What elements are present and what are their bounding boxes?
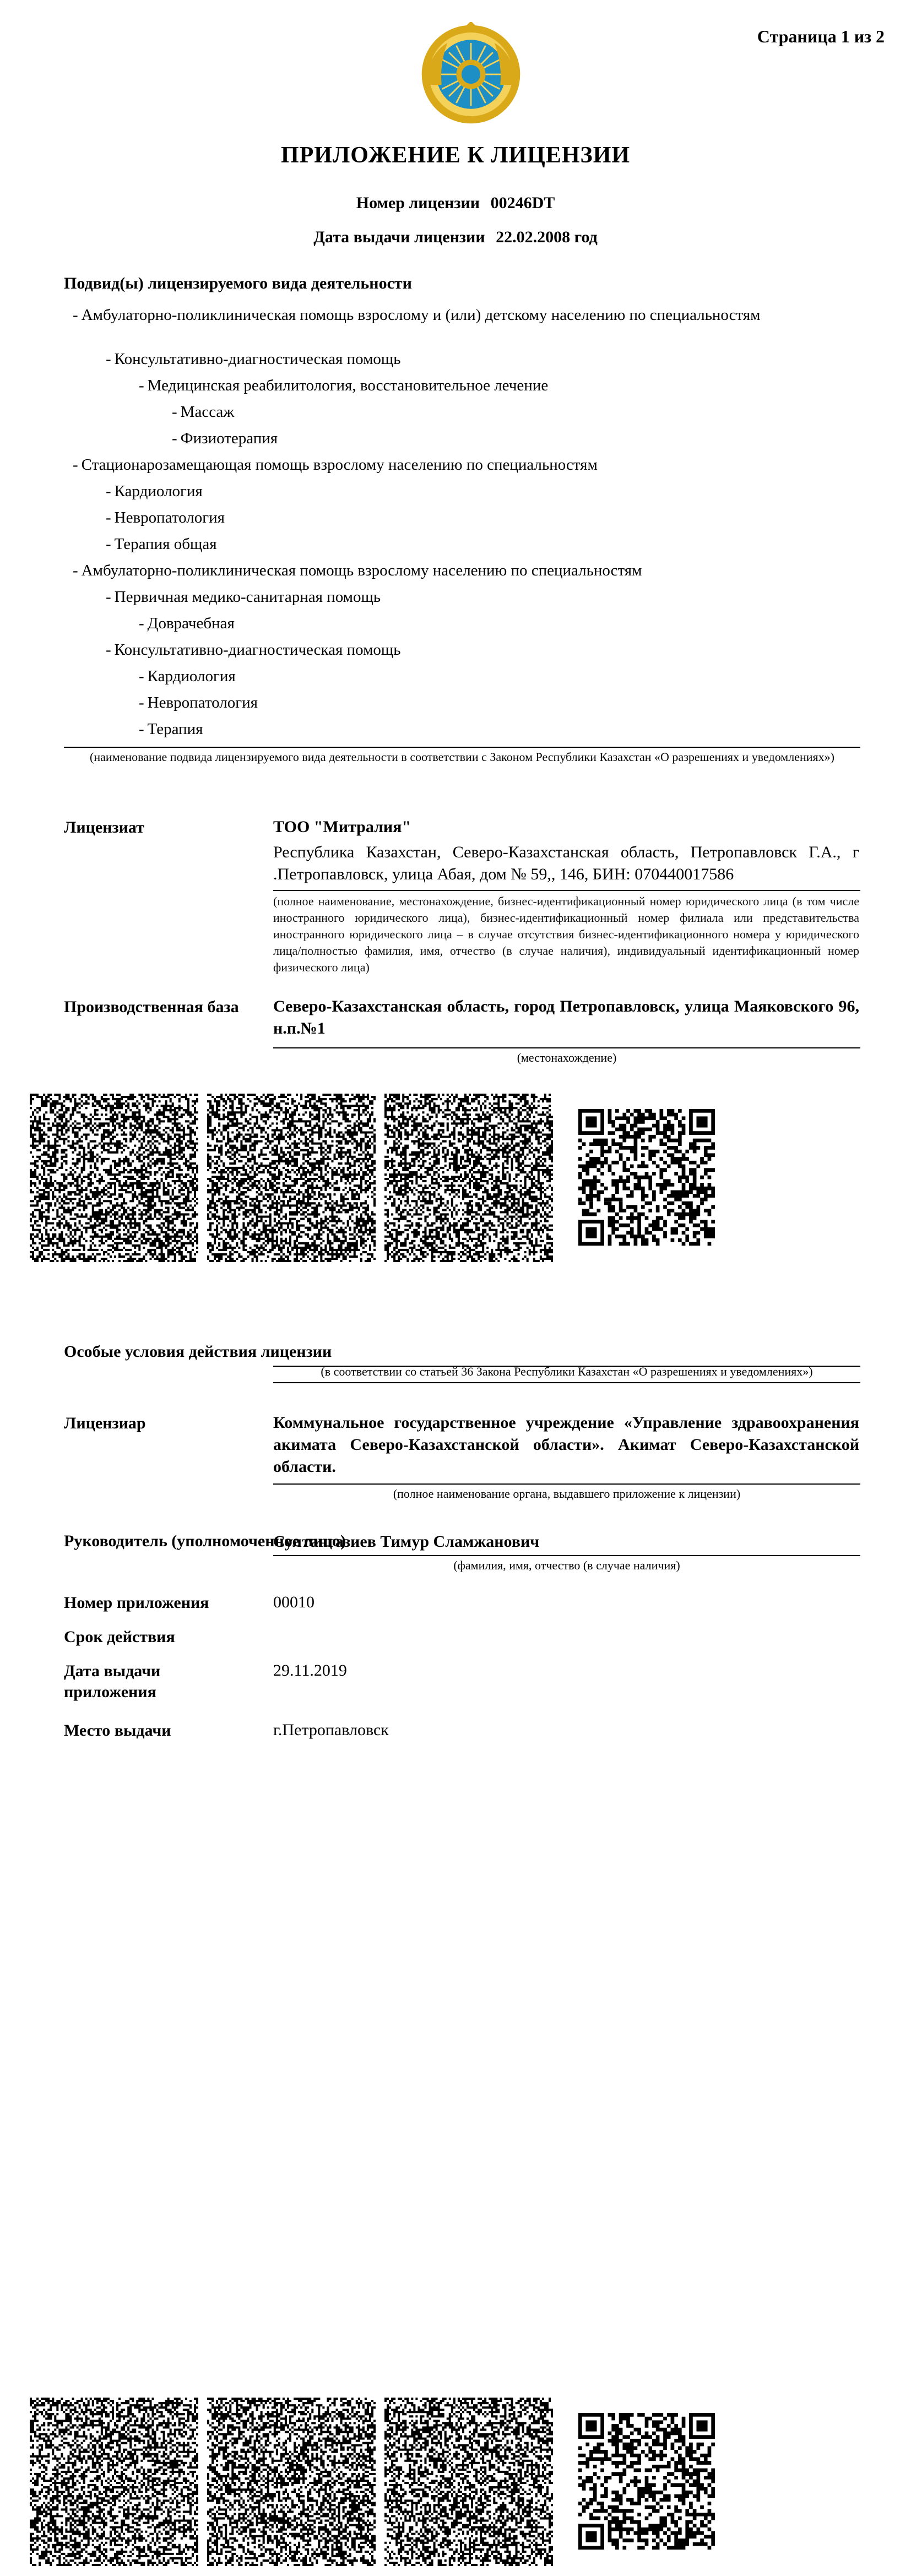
datamatrix-code [207, 2398, 376, 2566]
state-emblem-icon [419, 22, 523, 127]
special-conditions-rule-bottom [273, 1382, 860, 1383]
datamatrix-code [207, 1094, 376, 1262]
activity-item: - Консультативно-диагностическая помощь [106, 350, 401, 368]
qr-code [578, 2413, 715, 2550]
validity-label: Срок действия [64, 1628, 175, 1646]
document-title: ПРИЛОЖЕНИЕ К ЛИЦЕНЗИИ [280, 143, 631, 168]
head-value: Султангазиев Тимур Сламжанович [273, 1532, 540, 1551]
production-base-label: Производственная база [64, 998, 239, 1016]
license-number: 00246DT [490, 194, 555, 212]
activity-item: - Консультативно-диагностическая помощь [106, 641, 401, 659]
production-base-value: Северо-Казахстанская область, город Петропавловск, улица Маяковского 96, н.п.№1 [273, 997, 859, 1037]
activity-item: - Кардиология [106, 482, 203, 500]
license-date: 22.02.2008 год [496, 228, 598, 246]
annex-number-label: Номер приложения [64, 1594, 209, 1612]
activity-item: - Невропатология [139, 694, 258, 711]
issue-place-value: г.Петропавловск [273, 1721, 389, 1739]
activity-item: - Амбулаторно-поликлиническая помощь взрослому и (или) детскому населению по специальностям [73, 306, 761, 324]
issue-date-value: 29.11.2019 [273, 1661, 347, 1680]
licensee-name: ТОО "Митралия" [273, 818, 411, 836]
licensor-note: (полное наименование органа, выдавшего приложение к лицензии) [393, 1487, 741, 1501]
activity-item: - Доврачебная [139, 615, 235, 632]
activity-item: - Медицинская реабилитология, восстановительное лечение [139, 377, 549, 394]
activity-rule [64, 747, 860, 748]
activity-caption: (наименование подвида лицензируемого вида деятельности в соответствии с Законом Республики Казахстан «О разрешениях и уведомлениях») [90, 750, 834, 764]
licensor-rule [273, 1483, 860, 1485]
activity-item: - Терапия общая [106, 535, 217, 553]
page-number: Страница 1 из 2 [757, 26, 885, 46]
licensee-label: Лицензиат [64, 818, 144, 836]
license-date-row [0, 228, 911, 247]
activity-item: - Стационарозамещающая помощь взрослому населению по специальностям [73, 456, 598, 474]
license-number-label: Номер лицензии [356, 194, 480, 212]
issue-date-label: Дата выдачи приложения [64, 1662, 161, 1701]
head-note: (фамилия, имя, отчество (в случае наличия) [453, 1558, 680, 1572]
activity-item: - Физиотерапия [172, 430, 278, 447]
datamatrix-code [384, 2398, 553, 2566]
special-conditions-label: Особые условия действия лицензии [64, 1343, 332, 1361]
activity-item: - Амбулаторно-поликлиническая помощь взрослому населению по специальностям [73, 562, 642, 579]
activity-item: - Терапия [139, 720, 203, 738]
licensee-rule [273, 890, 860, 891]
license-date-label: Дата выдачи лицензии [313, 228, 485, 246]
licensee-address: Республика Казахстан, Северо-Казахстанская область, Петропавловск Г.А., г .Петропавловск, улица Абая, дом № 59,, 146, БИН: 070440017586 [273, 843, 859, 883]
head-rule [273, 1555, 860, 1556]
activity-item: - Невропатология [106, 509, 225, 526]
production-base-note: (местонахождение) [517, 1051, 617, 1064]
special-conditions-note: (в соответствии со статьей 36 Закона Республики Казахстан «О разрешениях и уведомлениях») [321, 1365, 813, 1378]
head-label: Руководитель (уполномоченное лицо) [64, 1532, 346, 1550]
production-base-rule [273, 1047, 860, 1048]
licensor-label: Лицензиар [64, 1414, 146, 1432]
qr-code [578, 1109, 715, 1246]
licensor-value: Коммунальное государственное учреждение «Управление здравоохранения акимата Северо-Казахстанской области». Акимат Северо-Казахстанской области. [273, 1414, 859, 1476]
issue-place-label: Место выдачи [64, 1721, 171, 1740]
activity-heading: Подвид(ы) лицензируемого вида деятельности [64, 274, 412, 292]
activity-item: - Первичная медико-санитарная помощь [106, 588, 381, 606]
datamatrix-code [384, 1094, 553, 1262]
license-number-row [0, 194, 911, 213]
annex-number-value: 00010 [273, 1593, 314, 1611]
datamatrix-code [30, 1094, 198, 1262]
licensee-note: (полное наименование, местонахождение, бизнес-идентификационный номер юридического лица (в том числе иностранного юридического лица), бизнес-идентификационный номер филиала или представительства иностранного юридического лица – в случае отсутствия бизнес-идентификационного номера у юридического лица/полностью фамилия, имя, отчество (в случае наличия), индивидуальный идентификационный номер физического лица) [273, 894, 859, 974]
datamatrix-code [30, 2398, 198, 2566]
activity-item: - Кардиология [139, 667, 236, 685]
activity-item: - Массаж [172, 403, 235, 421]
